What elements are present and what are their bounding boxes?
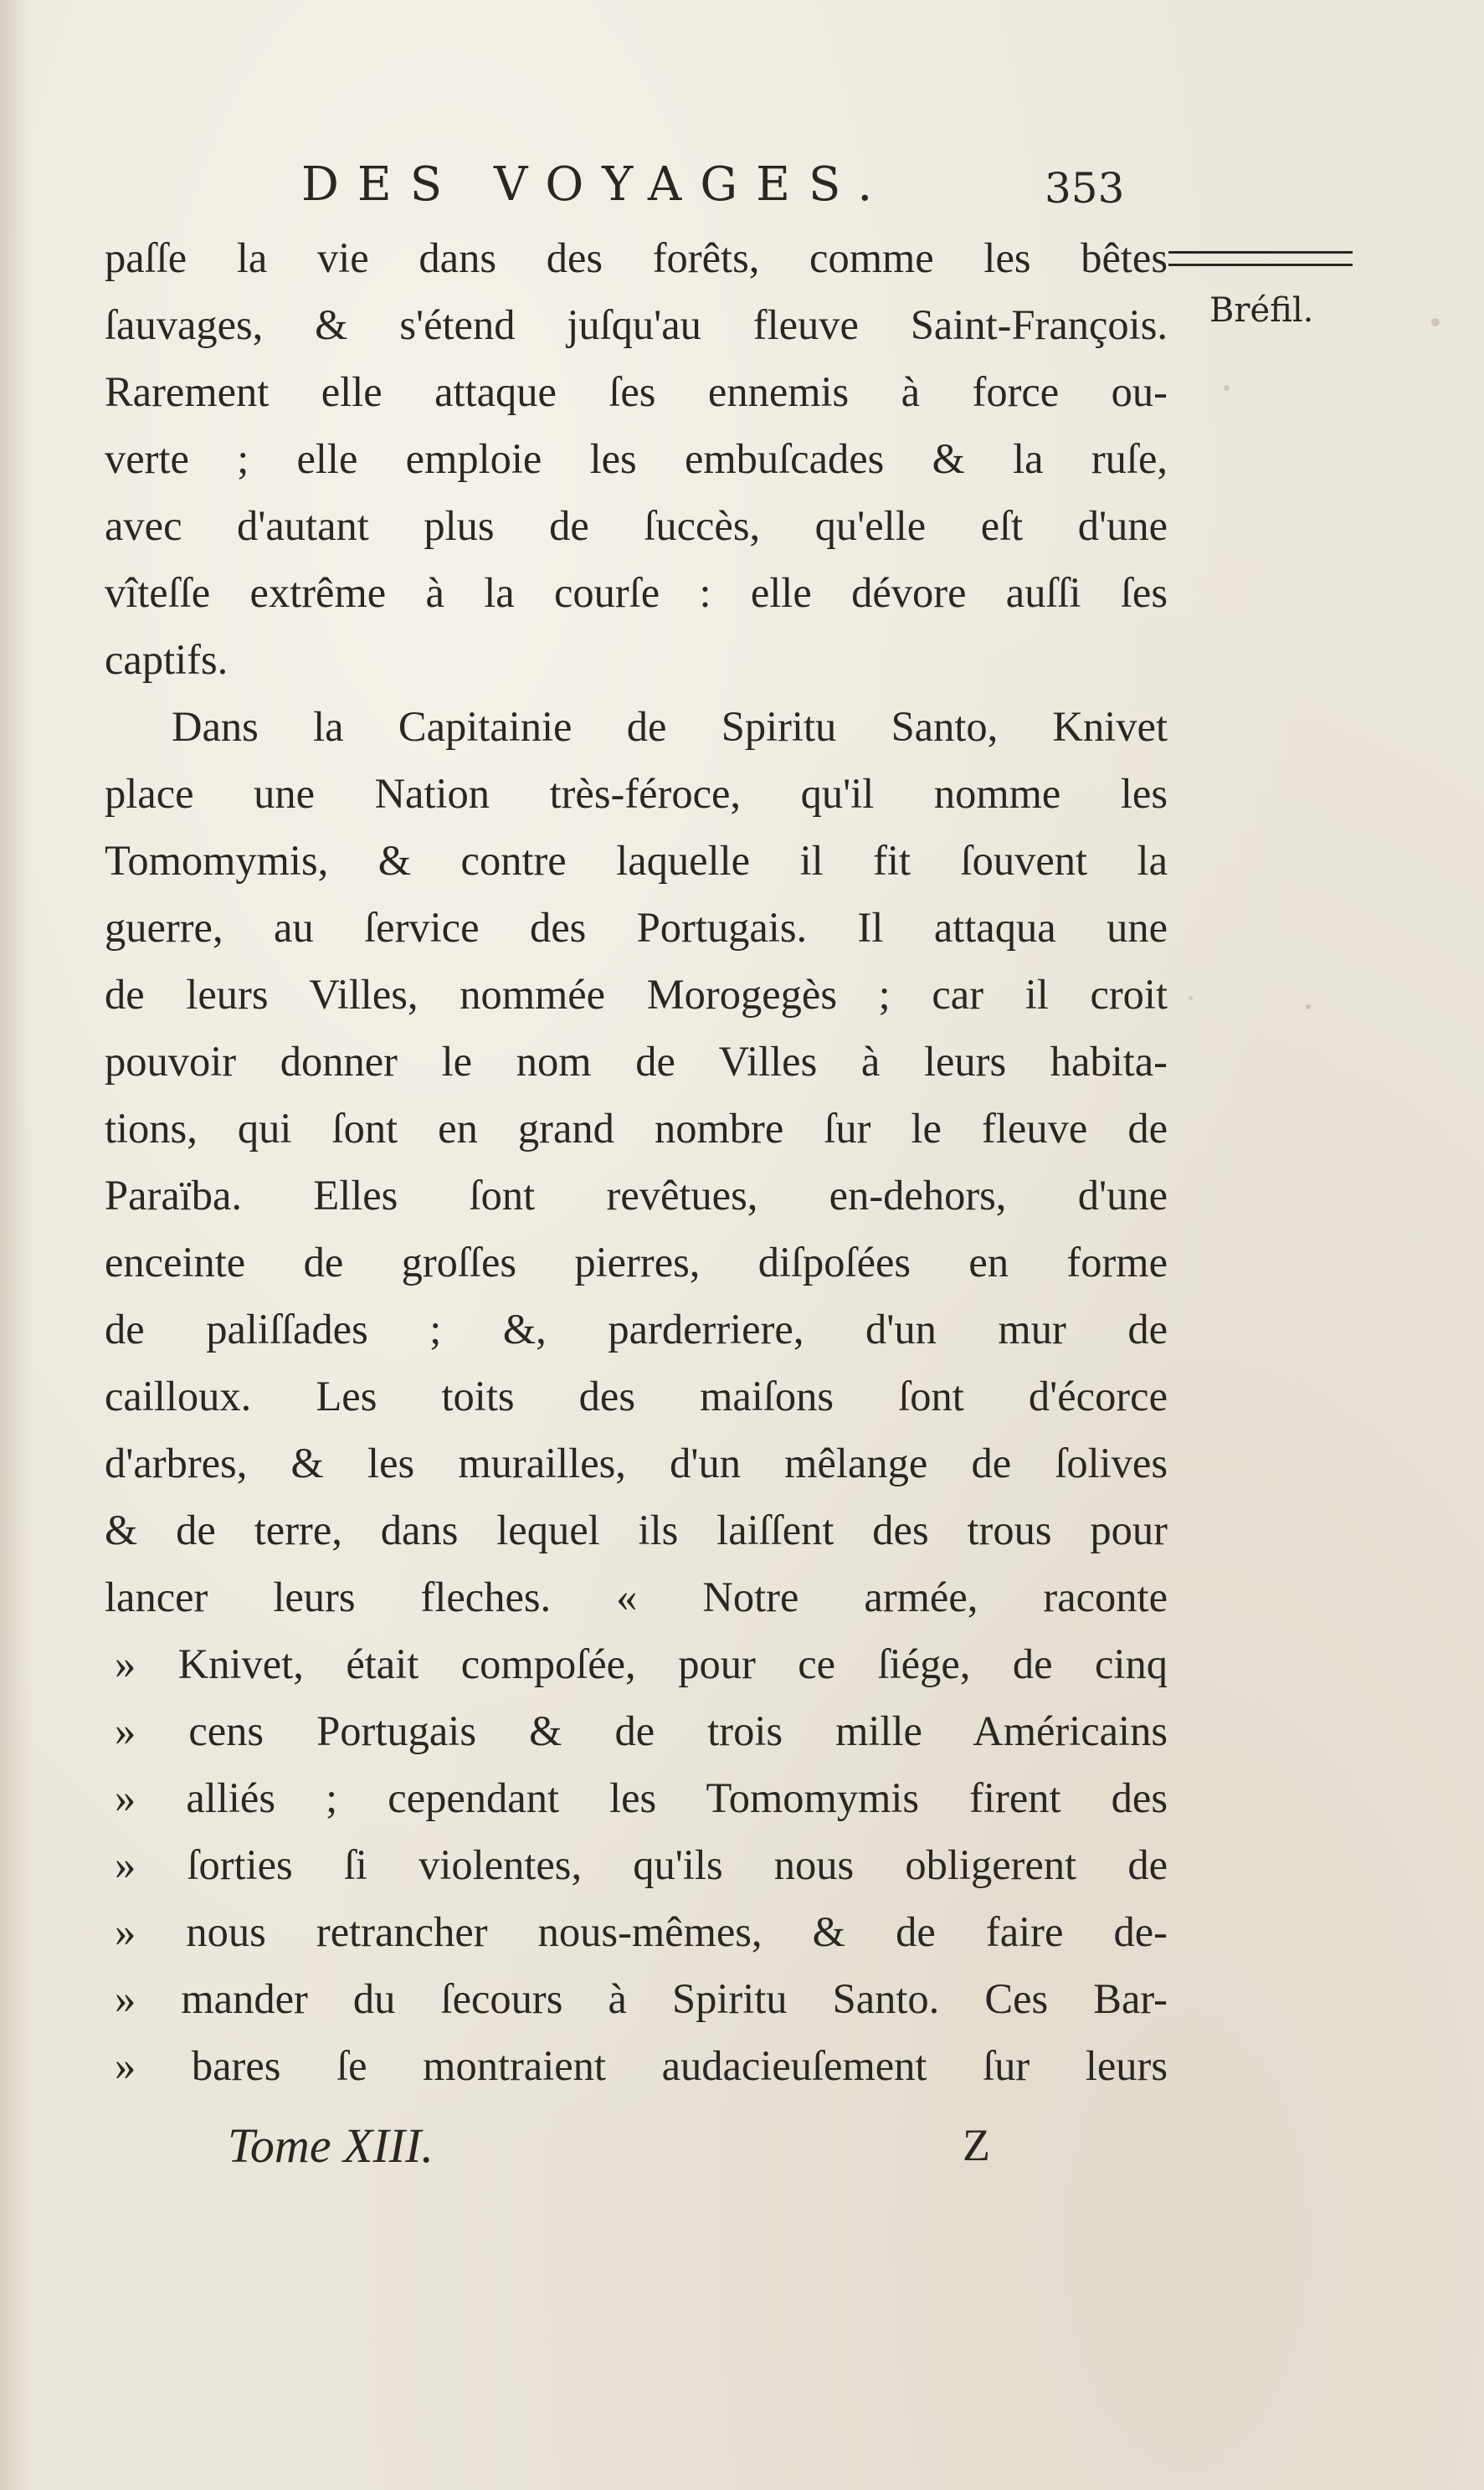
foxing-spot xyxy=(1306,1004,1311,1009)
text-line: paſſe la vie dans des forêts, comme les bêtes xyxy=(105,234,1168,281)
margin-rule-divider xyxy=(1168,251,1353,266)
foxing-spot xyxy=(1431,318,1440,326)
text-line: verte ; elle emploie les embuſcades & la ruſe, xyxy=(105,435,1168,482)
text-line: captifs. xyxy=(105,636,229,683)
text-line: tions, qui ſont en grand nombre ſur le fleuve de xyxy=(105,1105,1168,1152)
text-line: avec d'autant plus de ſuccès, qu'elle eſt d'une xyxy=(105,502,1168,549)
text-line: pouvoir donner le nom de Villes à leurs habita- xyxy=(105,1038,1168,1085)
running-title: DES VOYAGES. xyxy=(301,157,891,212)
body-text xyxy=(105,224,1168,2099)
text-line: enceinte de groſſes pierres, diſpoſées en forme xyxy=(105,1239,1168,1286)
text-line: ſauvages, & s'étend juſqu'au fleuve Saint-François. xyxy=(105,301,1168,348)
foxing-spot xyxy=(1224,385,1230,391)
text-line: » nous retrancher nous-mêmes, & de faire de- xyxy=(115,1908,1168,1955)
text-line: guerre, au ſervice des Portugais. Il attaqua une xyxy=(105,904,1168,951)
text-line: de paliſſades ; &, parderriere, d'un mur de xyxy=(105,1306,1168,1353)
text-line: Rarement elle attaque ſes ennemis à force ou- xyxy=(105,368,1168,415)
text-line: Dans la Capitainie de Spiritu Santo, Knivet xyxy=(172,703,1168,750)
text-line: d'arbres, & les murailles, d'un mêlange de ſolives xyxy=(105,1440,1168,1486)
text-line: » cens Portugais & de trois mille Américains xyxy=(115,1707,1168,1754)
text-line: » Knivet, était compoſée, pour ce ſiége, de cinq xyxy=(115,1640,1168,1687)
foxing-spot xyxy=(1189,996,1193,1000)
volume-label: Tome XIII. xyxy=(228,2118,434,2173)
text-line: de leurs Villes, nommée Morogegès ; car il croit xyxy=(105,971,1168,1018)
text-line: place une Nation très-féroce, qu'il nomme les xyxy=(105,770,1168,817)
text-line: & de terre, dans lequel ils laiſſent des trous pour xyxy=(105,1507,1168,1553)
text-line: » bares ſe montraient audacieuſement ſur leurs xyxy=(115,2042,1168,2089)
text-line: cailloux. Les toits des maiſons ſont d'écorce xyxy=(105,1373,1168,1420)
margin-note: Bréfil. xyxy=(1209,291,1314,330)
text-line: Tomomymis, & contre laquelle il fit ſouvent la xyxy=(105,837,1168,884)
page-gutter-shadow xyxy=(0,0,32,2490)
signature-mark: Z xyxy=(963,2120,990,2170)
text-line: » alliés ; cependant les Tomomymis firent des xyxy=(115,1774,1168,1821)
page-number: 353 xyxy=(1045,164,1125,213)
text-line: lancer leurs fleches. « Notre armée, raconte xyxy=(105,1574,1168,1620)
text-line: Paraïba. Elles ſont revêtues, en-dehors, d'une xyxy=(105,1172,1168,1219)
text-line: » mander du ſecours à Spiritu Santo. Ces Bar- xyxy=(115,1975,1168,2022)
text-line: » ſorties ſi violentes, qu'ils nous obligerent de xyxy=(115,1841,1168,1888)
text-line: vîteſſe extrême à la courſe : elle dévore auſſi ſes xyxy=(105,569,1168,616)
